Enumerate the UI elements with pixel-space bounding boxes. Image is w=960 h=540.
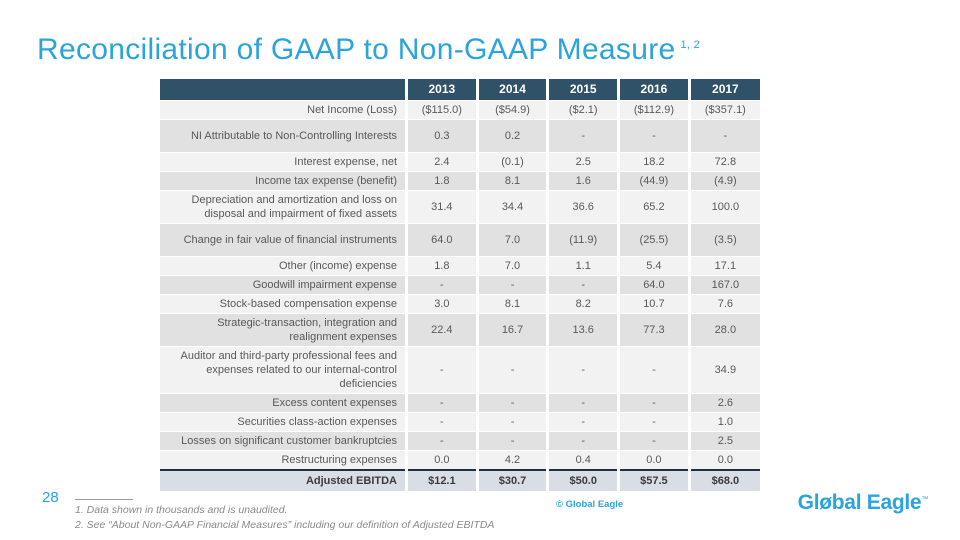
cell-value: $50.0 [548, 470, 619, 491]
table-row [160, 276, 760, 295]
cell-value: - [407, 432, 478, 451]
footnote-2: 2. See “About Non-GAAP Financial Measures” including our definition of Adjusted EBITDA [75, 519, 495, 531]
cell-value: - [477, 432, 548, 451]
cell-value: - [477, 347, 548, 394]
cell-value: 8.2 [548, 295, 619, 314]
globe-icon: ø [819, 491, 832, 514]
cell-value: 36.6 [548, 191, 619, 224]
cell-value: $68.0 [689, 470, 760, 491]
table-header-row [160, 79, 760, 101]
reconciliation-table [160, 78, 760, 491]
table-corner-cell [160, 79, 407, 101]
cell-value: 10.7 [619, 295, 690, 314]
page-number: 28 [42, 489, 59, 506]
cell-value: (3.5) [689, 224, 760, 257]
cell-value: 4.2 [477, 451, 548, 471]
cell-value: 2.6 [689, 394, 760, 413]
cell-value: - [407, 413, 478, 432]
reconciliation-table-container [160, 78, 760, 491]
row-label: Net Income (Loss) [160, 101, 407, 120]
cell-value: - [689, 120, 760, 153]
cell-value: - [407, 347, 478, 394]
table-row [160, 314, 760, 347]
cell-value: 0.0 [689, 451, 760, 471]
table-row [160, 394, 760, 413]
cell-value: ($115.0) [407, 101, 478, 120]
cell-value: 2.5 [548, 153, 619, 172]
year-column-header: 2017 [689, 79, 760, 101]
cell-value: ($112.9) [619, 101, 690, 120]
logo-text-part2: bal Eagle [831, 491, 922, 514]
year-column-header: 2014 [477, 79, 548, 101]
page-title-text: Reconciliation of GAAP to Non-GAAP Measure [37, 33, 676, 66]
cell-value: 2.5 [689, 432, 760, 451]
cell-value: - [407, 394, 478, 413]
cell-value: 72.8 [689, 153, 760, 172]
year-column-header: 2013 [407, 79, 478, 101]
cell-value: 34.9 [689, 347, 760, 394]
cell-value: - [548, 120, 619, 153]
row-label: Adjusted EBITDA [160, 470, 407, 491]
table-row [160, 451, 760, 471]
cell-value: - [548, 432, 619, 451]
cell-value: 28.0 [689, 314, 760, 347]
page-title [37, 33, 700, 67]
cell-value: 2.4 [407, 153, 478, 172]
cell-value: - [619, 432, 690, 451]
cell-value: 1.6 [548, 172, 619, 191]
row-label: Change in fair value of financial instruments [160, 224, 407, 257]
footnote-1: 1. Data shown in thousands and is unaudited. [75, 504, 288, 516]
row-label: Other (income) expense [160, 257, 407, 276]
cell-value: 8.1 [477, 295, 548, 314]
cell-value: - [477, 394, 548, 413]
cell-value: 0.2 [477, 120, 548, 153]
cell-value: (44.9) [619, 172, 690, 191]
cell-value: 0.0 [407, 451, 478, 471]
table-row [160, 101, 760, 120]
cell-value: 16.7 [477, 314, 548, 347]
cell-value: ($2.1) [548, 101, 619, 120]
cell-value: 1.8 [407, 172, 478, 191]
footnotes [75, 503, 494, 533]
table-row [160, 153, 760, 172]
cell-value: (0.1) [477, 153, 548, 172]
cell-value: (4.9) [689, 172, 760, 191]
table-row [160, 295, 760, 314]
year-column-header: 2016 [619, 79, 690, 101]
cell-value: 64.0 [619, 276, 690, 295]
cell-value: - [619, 120, 690, 153]
row-label: Interest expense, net [160, 153, 407, 172]
cell-value: 77.3 [619, 314, 690, 347]
cell-value: - [619, 347, 690, 394]
table-row [160, 257, 760, 276]
cell-value: 22.4 [407, 314, 478, 347]
table-row [160, 432, 760, 451]
row-label: Restructuring expenses [160, 451, 407, 471]
title-footnote-superscript: 1, 2 [680, 39, 701, 51]
cell-value: $30.7 [477, 470, 548, 491]
year-column-header: 2015 [548, 79, 619, 101]
table-row [160, 120, 760, 153]
cell-value: - [548, 394, 619, 413]
cell-value: (25.5) [619, 224, 690, 257]
cell-value: 0.3 [407, 120, 478, 153]
cell-value: ($357.1) [689, 101, 760, 120]
global-eagle-logo [798, 491, 928, 515]
table-row [160, 191, 760, 224]
cell-value: 7.0 [477, 224, 548, 257]
row-label: Depreciation and amortization and loss on disposal and impairment of fixed assets [160, 191, 407, 224]
table-row [160, 413, 760, 432]
row-label: Goodwill impairment expense [160, 276, 407, 295]
cell-value: 100.0 [689, 191, 760, 224]
cell-value: $12.1 [407, 470, 478, 491]
cell-value: - [548, 276, 619, 295]
cell-value: 17.1 [689, 257, 760, 276]
cell-value: 13.6 [548, 314, 619, 347]
table-body [160, 101, 760, 492]
copyright-text: © Global Eagle [556, 499, 624, 510]
table-row [160, 347, 760, 394]
row-label: Auditor and third-party professional fees and expenses related to our internal-control deficiencies [160, 347, 407, 394]
cell-value: - [407, 276, 478, 295]
row-label: NI Attributable to Non-Controlling Interests [160, 120, 407, 153]
cell-value: 31.4 [407, 191, 478, 224]
footnote-separator [75, 499, 133, 500]
row-label: Stock-based compensation expense [160, 295, 407, 314]
cell-value: 167.0 [689, 276, 760, 295]
cell-value: - [619, 394, 690, 413]
cell-value: 65.2 [619, 191, 690, 224]
cell-value: 3.0 [407, 295, 478, 314]
cell-value: 7.0 [477, 257, 548, 276]
table-row [160, 172, 760, 191]
cell-value: (11.9) [548, 224, 619, 257]
cell-value: - [619, 413, 690, 432]
cell-value: - [477, 276, 548, 295]
cell-value: 0.0 [619, 451, 690, 471]
cell-value: 5.4 [619, 257, 690, 276]
row-label: Excess content expenses [160, 394, 407, 413]
total-row [160, 470, 760, 491]
cell-value: 7.6 [689, 295, 760, 314]
cell-value: - [548, 347, 619, 394]
row-label: Securities class-action expenses [160, 413, 407, 432]
logo-text-part1: Gl [797, 491, 820, 514]
row-label: Income tax expense (benefit) [160, 172, 407, 191]
row-label: Losses on significant customer bankruptcies [160, 432, 407, 451]
cell-value: $57.5 [619, 470, 690, 491]
cell-value: 1.8 [407, 257, 478, 276]
cell-value: 34.4 [477, 191, 548, 224]
cell-value: 0.4 [548, 451, 619, 471]
row-label: Strategic-transaction, integration and realignment expenses [160, 314, 407, 347]
cell-value: 1.0 [689, 413, 760, 432]
cell-value: - [477, 413, 548, 432]
cell-value: 8.1 [477, 172, 548, 191]
table-header [160, 79, 760, 101]
cell-value: 64.0 [407, 224, 478, 257]
cell-value: 18.2 [619, 153, 690, 172]
trademark-symbol: ™ [921, 496, 928, 503]
cell-value: 1.1 [548, 257, 619, 276]
cell-value: ($54.9) [477, 101, 548, 120]
cell-value: - [548, 413, 619, 432]
table-row [160, 224, 760, 257]
